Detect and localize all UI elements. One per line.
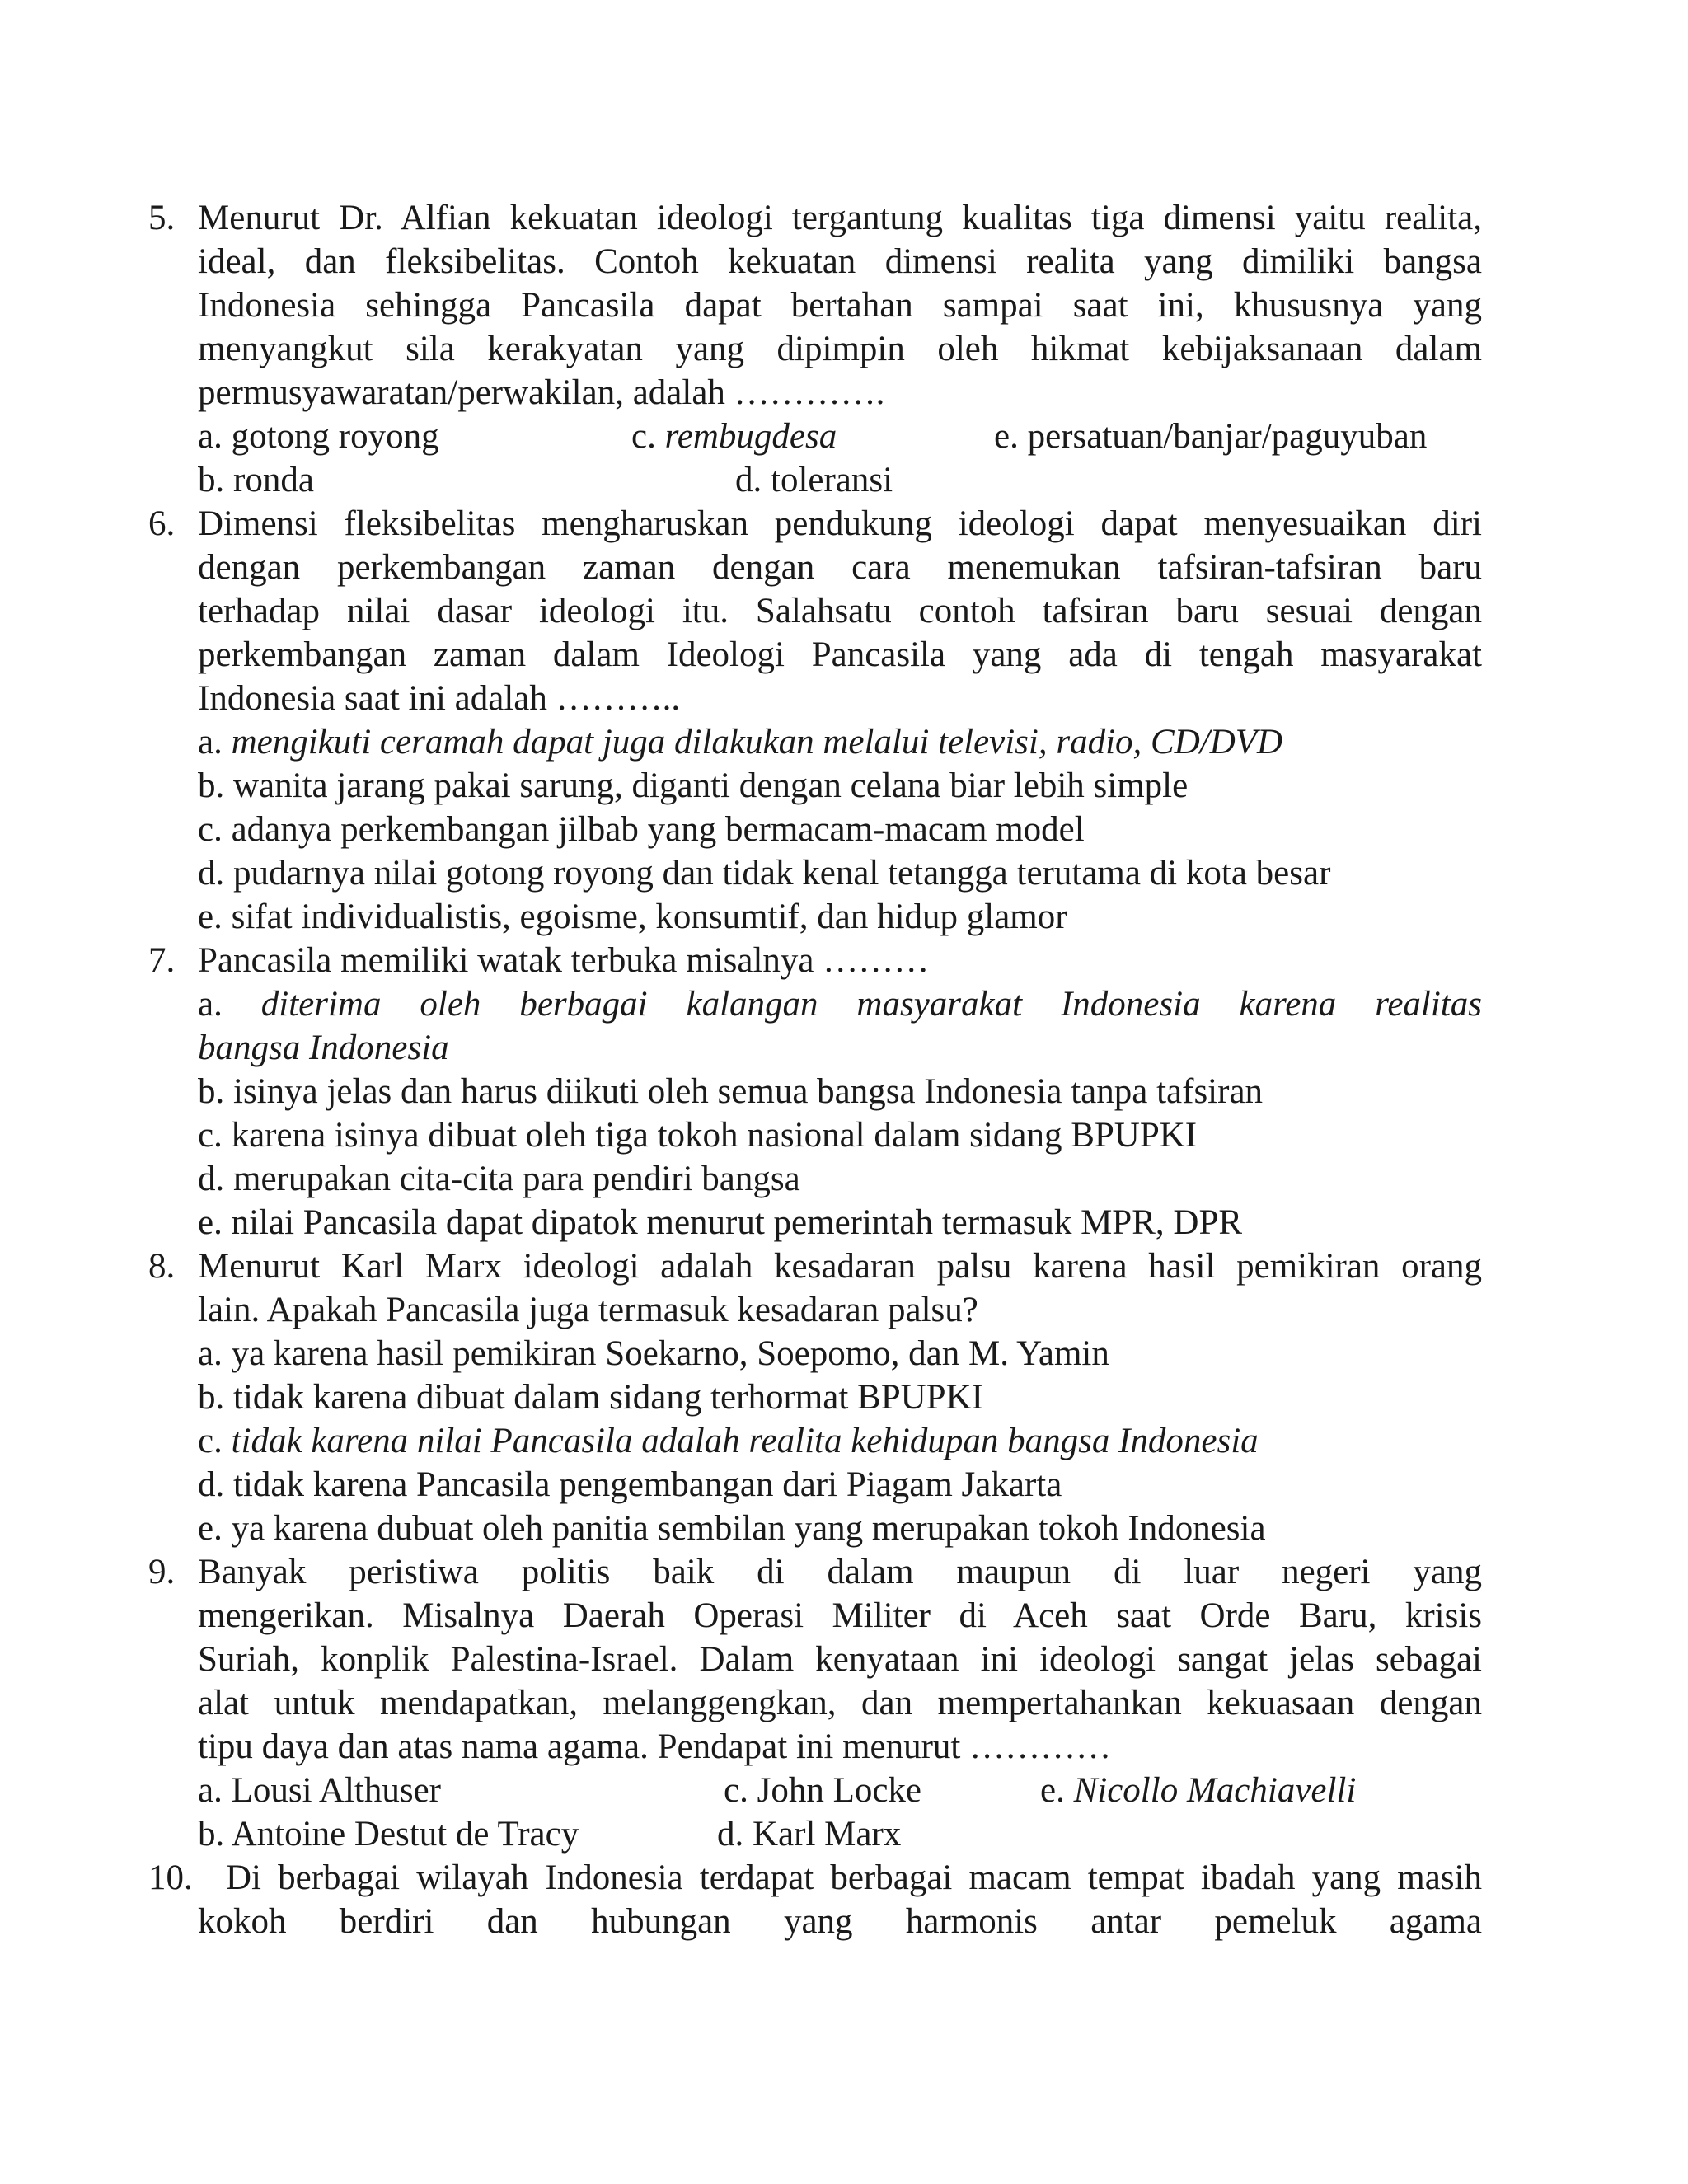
options-row xyxy=(198,1812,1482,1856)
question-stem-line: perkembangan zaman dalam Ideologi Pancasila yang ada di tengah masyarakat xyxy=(198,635,1482,674)
question-stem-line: lain. Apakah Pancasila juga termasuk kesadaran palsu? xyxy=(198,1291,978,1329)
option-a-continuation: bangsa Indonesia xyxy=(198,1029,449,1067)
option-e-text: Nicollo Machiavelli xyxy=(1073,1771,1357,1810)
option-a-text: mengikuti ceramah dapat juga dilakukan melalui televisi, radio, CD/DVD xyxy=(231,723,1283,762)
question-5 xyxy=(148,196,1482,502)
option-e: e. sifat individualistis, egoisme, konsumtif, dan hidup glamor xyxy=(198,898,1067,936)
question-stem-line: permusyawaratan/perwakilan, adalah …………. xyxy=(198,373,885,412)
question-stem-line: tipu daya dan atas nama agama. Pendapat ini menurut ………… xyxy=(198,1727,1112,1766)
options-row xyxy=(198,1769,1482,1812)
question-stem-line: Menurut Karl Marx ideologi adalah kesadaran palsu karena hasil pemikiran orang xyxy=(198,1247,1482,1286)
option-e: e. ya karena dubuat oleh panitia sembilan yang merupakan tokoh Indonesia xyxy=(198,1509,1266,1548)
option-c-prefix: c. xyxy=(198,1422,232,1460)
option-c-text: rembugdesa xyxy=(664,417,837,456)
option-e xyxy=(1040,1769,1356,1812)
option-d: d. pudarnya nilai gotong royong dan tidak kenal tetangga terutama di kota besar xyxy=(198,854,1331,893)
question-stem-line: Indonesia sehingga Pancasila dapat bertahan sampai saat ini, khususnya yang xyxy=(198,286,1482,325)
question-number: 9. xyxy=(148,1553,176,1591)
question-stem-line: Di berbagai wilayah Indonesia terdapat berbagai macam tempat ibadah yang masih xyxy=(226,1858,1482,1897)
question-stem-line: ideal, dan fleksibelitas. Contoh kekuatan dimensi realita yang dimiliki bangsa xyxy=(198,242,1482,281)
option-b: b. isinya jelas dan harus diikuti oleh semua bangsa Indonesia tanpa tafsiran xyxy=(198,1072,1264,1111)
question-stem-line: dengan perkembangan zaman dengan cara menemukan tafsiran-tafsiran baru xyxy=(198,548,1482,587)
option-a: a. gotong royong xyxy=(198,417,439,456)
question-7 xyxy=(148,939,1482,1244)
question-stem-line: Menurut Dr. Alfian kekuatan ideologi tergantung kualitas tiga dimensi yaitu realita, xyxy=(198,199,1482,237)
option-d: d. tidak karena Pancasila pengembangan dari Piagam Jakarta xyxy=(198,1465,1062,1504)
question-stem-line: kokoh berdiri dan hubungan yang harmonis antar pemeluk agama xyxy=(198,1902,1482,1941)
question-10 xyxy=(148,1856,1482,1943)
option-c: c. John Locke xyxy=(724,1771,922,1810)
question-stem-line: menyangkut sila kerakyatan yang dipimpin oleh hikmat kebijaksanaan dalam xyxy=(198,330,1482,368)
option-a: a. ya karena hasil pemikiran Soekarno, Soepomo, dan M. Yamin xyxy=(198,1334,1109,1373)
option-e: e. nilai Pancasila dapat dipatok menurut pemerintah termasuk MPR, DPR xyxy=(198,1203,1243,1242)
question-stem-line: terhadap nilai dasar ideologi itu. Salahsatu contoh tafsiran baru sesuai dengan xyxy=(198,592,1482,630)
question-stem-line: Dimensi fleksibelitas mengharuskan pendukung ideologi dapat menyesuaikan diri xyxy=(198,504,1482,543)
option-a-prefix: a. xyxy=(198,723,232,762)
options-row xyxy=(198,458,1482,502)
options-row xyxy=(198,415,1482,458)
option-c xyxy=(198,1419,1482,1463)
option-a xyxy=(198,720,1482,764)
option-e-prefix: e. xyxy=(1040,1771,1074,1810)
question-stem-line: mengerikan. Misalnya Daerah Operasi Militer di Aceh saat Orde Baru, krisis xyxy=(198,1596,1482,1635)
question-stem-line: alat untuk mendapatkan, melanggengkan, dan mempertahankan kekuasaan dengan xyxy=(198,1684,1482,1722)
option-b: b. tidak karena dibuat dalam sidang terhormat BPUPKI xyxy=(198,1378,983,1417)
option-c: c. karena isinya dibuat oleh tiga tokoh nasional dalam sidang BPUPKI xyxy=(198,1116,1198,1155)
option-a xyxy=(198,982,1482,1026)
question-number: 6. xyxy=(148,504,176,543)
question-8 xyxy=(148,1244,1482,1550)
question-stem-line: Banyak peristiwa politis baik di dalam maupun di luar negeri yang xyxy=(198,1553,1482,1591)
question-stem-line: Indonesia saat ini adalah ……….. xyxy=(198,679,681,718)
question-number: 10. xyxy=(148,1858,193,1897)
option-c-text: tidak karena nilai Pancasila adalah realita kehidupan bangsa Indonesia xyxy=(231,1422,1259,1460)
question-number: 7. xyxy=(148,941,176,980)
question-stem-line: Suriah, konplik Palestina-Israel. Dalam kenyataan ini ideologi sangat jelas sebagai xyxy=(198,1640,1482,1679)
option-a-prefix: a. xyxy=(198,985,261,1024)
question-stem-line: Pancasila memiliki watak terbuka misalnya ……… xyxy=(198,941,930,980)
question-9 xyxy=(148,1550,1482,1856)
question-6 xyxy=(148,502,1482,939)
option-b: b. wanita jarang pakai sarung, diganti dengan celana biar lebih simple xyxy=(198,766,1189,805)
option-c: c. adanya perkembangan jilbab yang bermacam-macam model xyxy=(198,810,1085,849)
option-e: e. persatuan/banjar/paguyuban xyxy=(994,417,1428,456)
option-c-prefix: c. xyxy=(631,417,665,456)
option-b: b. Antoine Destut de Tracy xyxy=(198,1815,579,1854)
question-number: 5. xyxy=(148,199,176,237)
question-number: 8. xyxy=(148,1247,176,1286)
option-d: d. Karl Marx xyxy=(717,1815,902,1854)
option-a: a. Lousi Althuser xyxy=(198,1771,441,1810)
option-c xyxy=(631,415,837,458)
option-a-text: diterima oleh berbagai kalangan masyarakat Indonesia karena realitas xyxy=(260,985,1482,1024)
option-d: d. toleransi xyxy=(735,461,893,499)
option-b: b. ronda xyxy=(198,461,314,499)
option-d: d. merupakan cita-cita para pendiri bangsa xyxy=(198,1160,800,1198)
